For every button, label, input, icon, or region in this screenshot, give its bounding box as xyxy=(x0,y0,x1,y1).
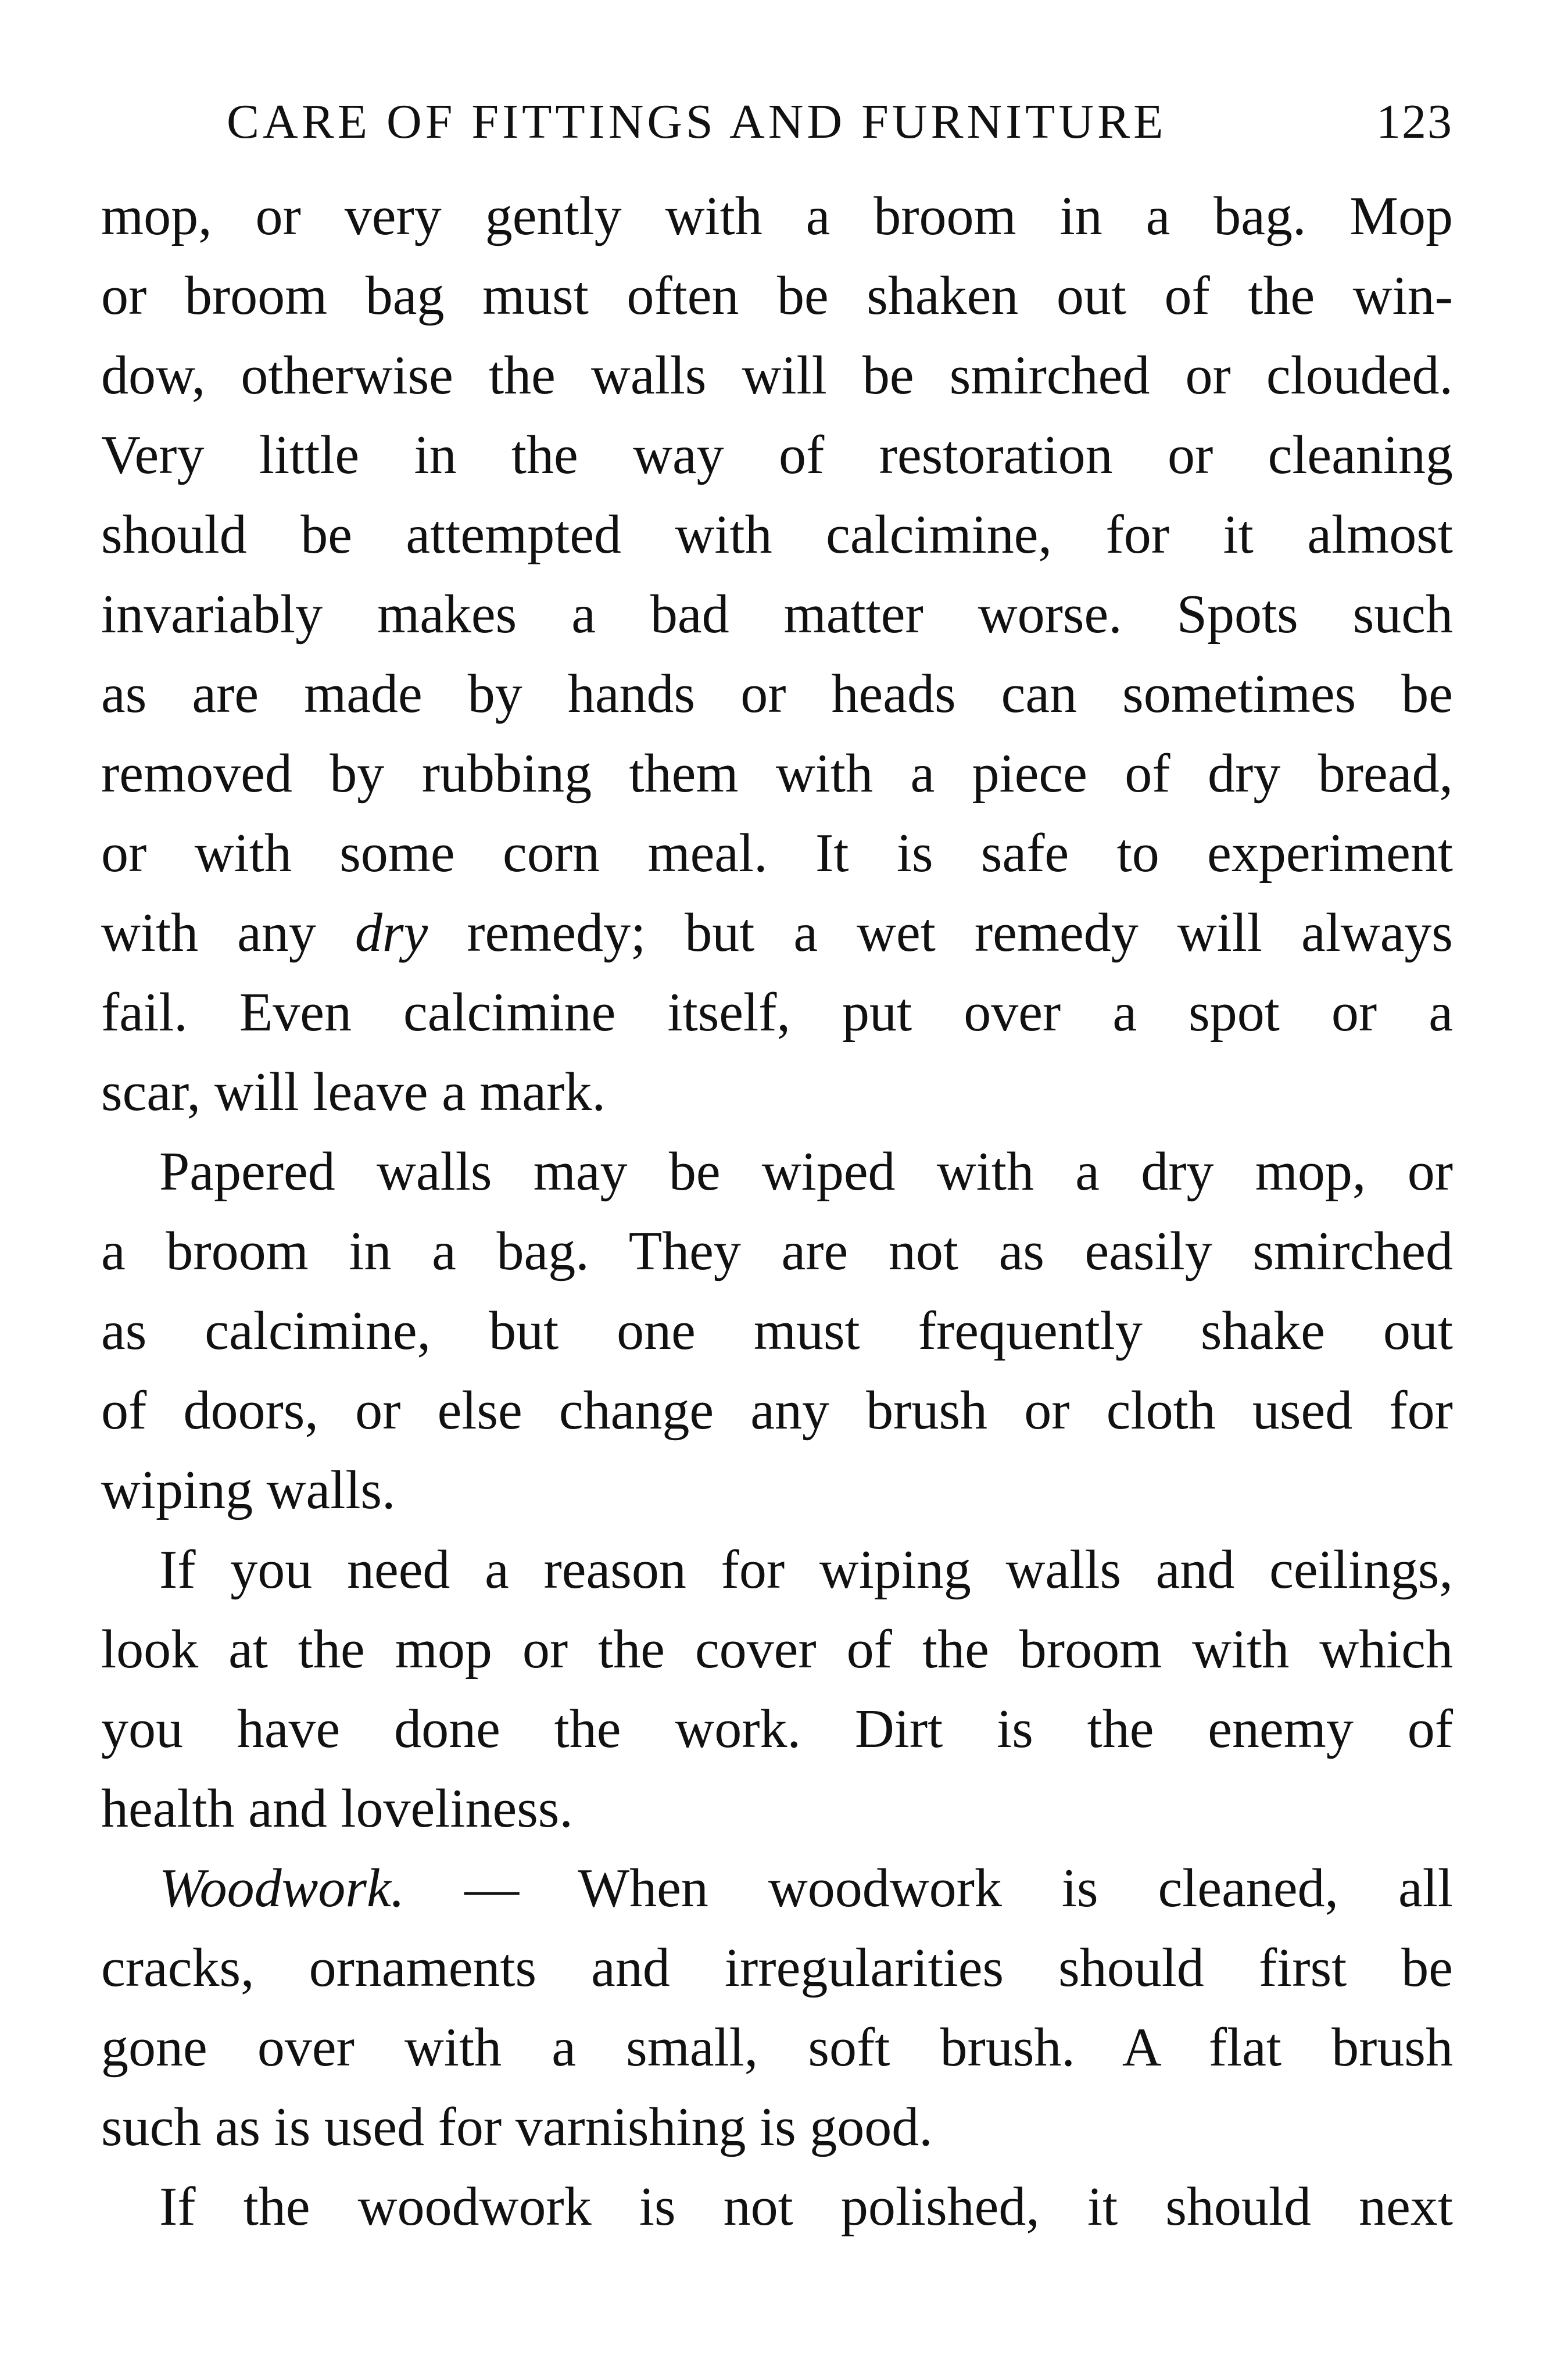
text-line xyxy=(101,734,1453,814)
text-line xyxy=(101,336,1453,416)
text-segment: wiping walls. xyxy=(101,1460,396,1520)
text-line xyxy=(101,1769,1453,1849)
italic-text: dry xyxy=(355,903,428,963)
text-line xyxy=(101,495,1453,575)
text-segment: dow, otherwise the walls will be smirched or clouded. xyxy=(101,345,1453,406)
text-segment: gone over with a small, soft brush. A flat brush xyxy=(101,2017,1453,2078)
text-line xyxy=(101,1132,1453,1212)
text-line xyxy=(101,256,1453,336)
text-segment: mop, or very gently with a broom in a bag. Mop xyxy=(101,186,1453,246)
text-segment: you have done the work. Dirt is the enemy of xyxy=(101,1699,1453,1759)
text-segment: remedy; but a wet remedy will always xyxy=(428,903,1453,963)
text-segment: removed by rubbing them with a piece of dry bread, xyxy=(101,743,1453,804)
text-line xyxy=(101,1053,1453,1132)
text-segment: If you need a reason for wiping walls and ceilings, xyxy=(159,1540,1453,1600)
text-segment: scar, will leave a mark. xyxy=(101,1062,606,1122)
text-line xyxy=(101,814,1453,893)
text-line xyxy=(101,1689,1453,1769)
text-segment: or broom bag must often be shaken out of the win- xyxy=(101,266,1453,326)
text-line xyxy=(101,2008,1453,2088)
text-segment: as are made by hands or heads can sometimes be xyxy=(101,664,1453,724)
text-segment: with any xyxy=(101,903,355,963)
text-line xyxy=(101,1928,1453,2008)
text-segment: should be attempted with calcimine, for it almost xyxy=(101,504,1453,565)
text-segment: a broom in a bag. They are not as easily smirched xyxy=(101,1221,1453,1281)
italic-text: Woodwork. xyxy=(159,1858,405,1918)
text-segment: such as is used for varnishing is good. xyxy=(101,2097,933,2157)
text-segment: — When woodwork is cleaned, all xyxy=(404,1858,1453,1918)
text-segment: fail. Even calcimine itself, put over a spot or a xyxy=(101,982,1453,1043)
page-number: 123 xyxy=(1376,95,1453,149)
text-segment: of doors, or else change any brush or cloth used for xyxy=(101,1380,1453,1441)
text-line xyxy=(101,416,1453,495)
running-head-title: CARE OF FITTINGS AND FURNITURE xyxy=(227,95,1167,149)
running-head xyxy=(227,87,1453,157)
text-segment: or with some corn meal. It is safe to experiment xyxy=(101,823,1453,883)
text-segment: invariably makes a bad matter worse. Spots such xyxy=(101,584,1453,645)
text-line xyxy=(101,2088,1453,2167)
text-line xyxy=(101,1530,1453,1610)
text-line xyxy=(101,1212,1453,1291)
text-segment: cracks, ornaments and irregularities should first be xyxy=(101,1938,1453,1998)
text-segment: Very little in the way of restoration or cleaning xyxy=(101,425,1453,485)
text-line xyxy=(101,177,1453,256)
text-line xyxy=(101,1371,1453,1451)
text-segment: health and loveliness. xyxy=(101,1778,573,1839)
text-line xyxy=(101,1610,1453,1689)
text-segment: as calcimine, but one must frequently shake out xyxy=(101,1301,1453,1361)
text-line xyxy=(101,1849,1453,1928)
text-line xyxy=(101,654,1453,734)
text-line xyxy=(101,575,1453,654)
text-segment: look at the mop or the cover of the broom with which xyxy=(101,1619,1453,1680)
text-line xyxy=(101,1451,1453,1530)
text-segment: If the woodwork is not polished, it should next xyxy=(159,2176,1453,2237)
body-text xyxy=(101,177,1453,2247)
text-line xyxy=(101,1291,1453,1371)
text-segment: Papered walls may be wiped with a dry mop, or xyxy=(159,1141,1453,1202)
text-line xyxy=(101,973,1453,1053)
text-line xyxy=(101,893,1453,973)
text-line xyxy=(101,2167,1453,2247)
